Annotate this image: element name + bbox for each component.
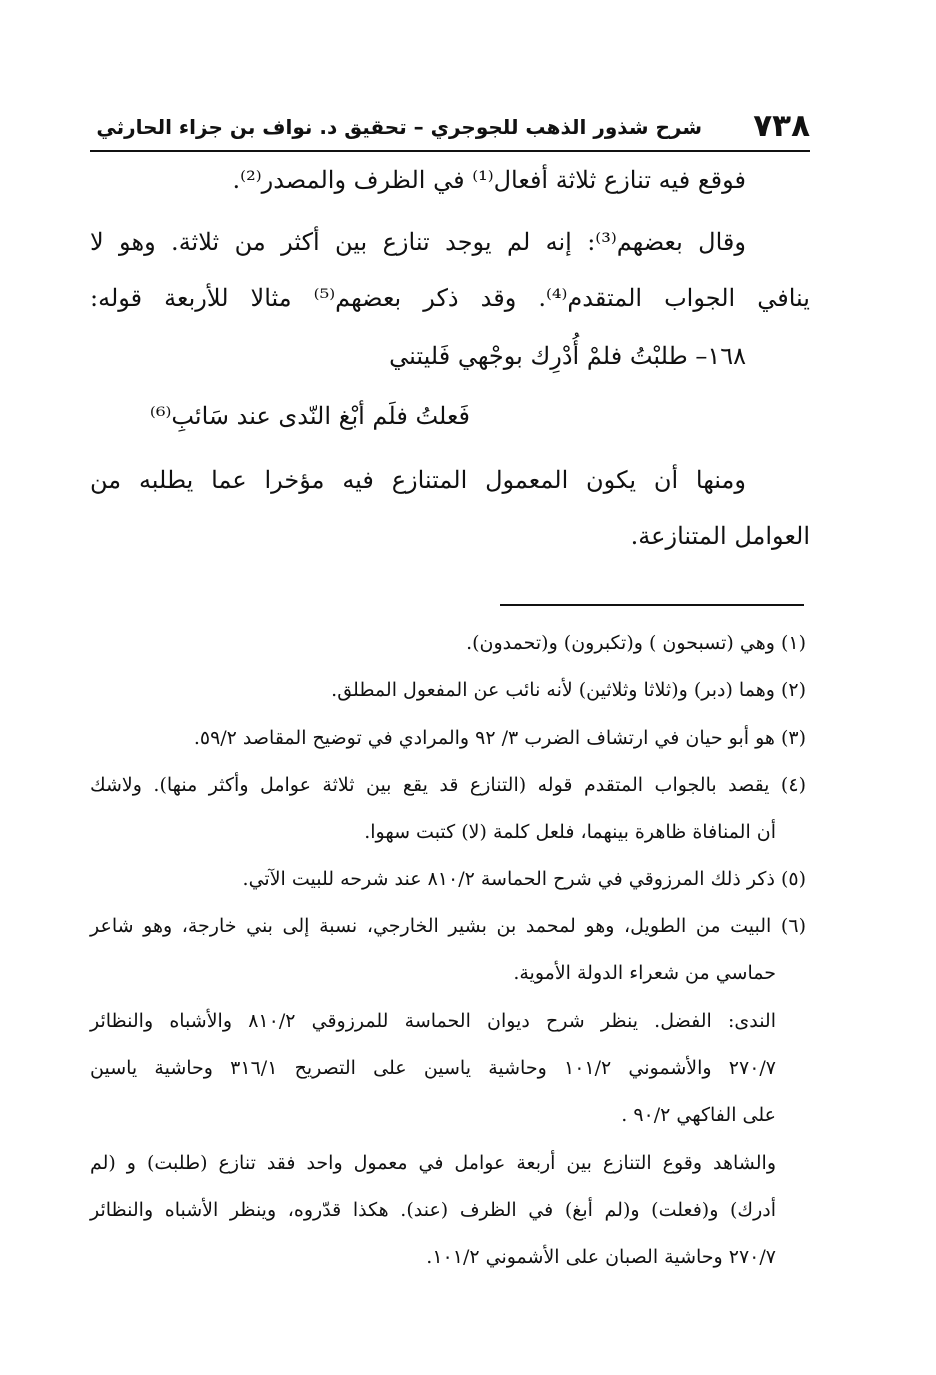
footnote-2: (٢) وهما (دبر) و(ثلاثا وثلاثين) لأنه نائب عن المفعول المطلق. xyxy=(331,679,806,701)
footnote-separator xyxy=(500,604,804,606)
body-line-3: ينافي الجواب المتقدم⁽⁴⁾. وقد ذكر بعضهم⁽⁵⁾ مثالا للأربعة قوله: xyxy=(90,284,810,312)
footnote-6-line-7: أدرك) و(فعلت) و(لم أبغ) في الظرف (عند). هكذا قدّروه، وينظر الأشباه والنظائر xyxy=(90,1199,776,1221)
footnote-6-line-2: حماسي من شعراء الدولة الأموية. xyxy=(513,962,776,984)
footnote-6-line-8: ٢٧٠/٧ وحاشية الصبان على الأشموني ١٠١/٢. xyxy=(426,1246,776,1268)
footnote-6-line-5: على الفاكهي ٩٠/٢ . xyxy=(621,1104,776,1126)
footnote-4-line-2: أن المنافاة ظاهرة بينهما، فلعل كلمة (لا) كتبت سهوا. xyxy=(364,821,776,843)
footnote-3: (٣) هو أبو حيان في ارتشاف الضرب ٣/ ٩٢ والمرادي في توضيح المقاصد ٥٩/٢. xyxy=(193,727,806,749)
footnote-6-line-3: الندى: الفضل. ينظر شرح ديوان الحماسة للمرزوقي ٨١٠/٢ والأشباه والنظائر xyxy=(90,1010,776,1032)
verse-line-2: فَعلتُ فلَم أبْغ النّدى عند سَائبِ⁽⁶⁾ xyxy=(149,402,470,430)
footnote-6-line-6: والشاهد وقوع التنازع بين أربعة عوامل في معمول واحد فقد تنازع (طلبت) و (لم xyxy=(90,1152,776,1174)
body-line-2: وقال بعضهم⁽³⁾: إنه لم يوجد تنازع بين أكثر من ثلاثة. وهو لا xyxy=(90,228,746,256)
footnote-6-line-4: ٢٧٠/٧ والأشموني ١٠١/٢ وحاشية ياسين على التصريح ٣١٦/١ وحاشية ياسين xyxy=(90,1057,777,1079)
body-line-1: فوقع فيه تنازع ثلاثة أفعال⁽¹⁾ في الظرف والمصدر⁽²⁾. xyxy=(232,166,746,194)
footnote-6-line-1: (٦) البيت من الطويل، وهو لمحمد بن بشير الخارجي، نسبة إلى بني خارجة، وهو شاعر xyxy=(90,915,806,937)
main-text xyxy=(90,0,810,600)
running-title: شرح شذور الذهب للجوجري – تحقيق د. نواف بن جزاء الحارثي xyxy=(96,115,702,139)
footnote-4-line-1: (٤) يقصد بالجواب المتقدم قوله (التنازع قد يقع بين ثلاثة عوامل وأكثر منها). ولاشك xyxy=(90,774,806,796)
footnote-5: (٥) ذكر ذلك المرزوقي في شرح الحماسة ٨١٠/٢ عند شرحه للبيت الآتي. xyxy=(242,868,806,890)
verse-line-1: ١٦٨– طلبْتُ فلمْ أُدْرِك بوجْهي فَليتني xyxy=(389,342,746,370)
footnote-1: (١) وهي (تسبحون ) و(تكبرون) و(تحمدون). xyxy=(466,632,806,654)
body-line-4: ومنها أن يكون المعمول المتنازع فيه مؤخرا عما يطلبه من xyxy=(90,466,746,494)
body-line-5: العوامل المتنازعة. xyxy=(630,522,810,550)
page-number: ٧٣٨ xyxy=(753,108,810,144)
